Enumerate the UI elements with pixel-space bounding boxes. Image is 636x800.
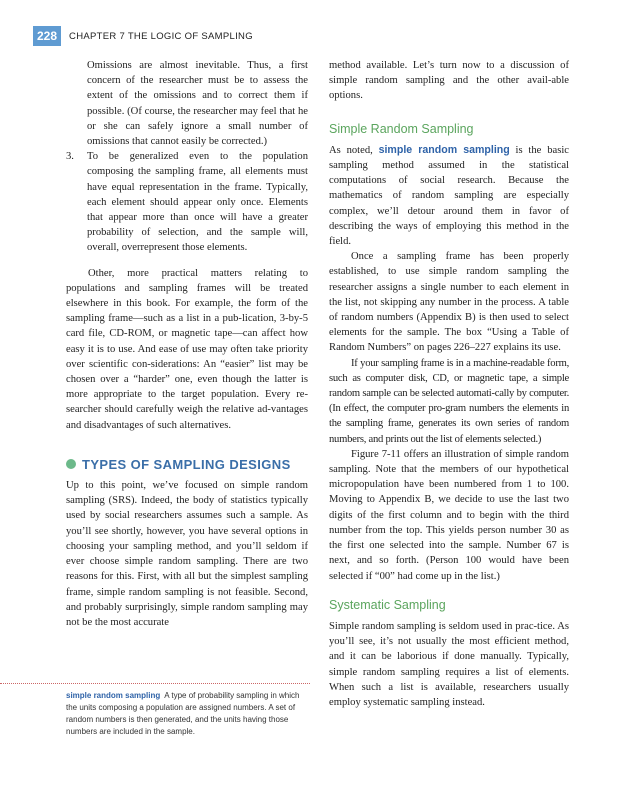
practical-matters-paragraph: Other, more practical matters relating to populations and sampling frames will be treated elsewhere in this book. For example, the form of the sampling frame—such as a list in a pub-lication, 3-by-5 card file, CD-ROM, or magnetic tape—can affect how easy it is to use. And ease of use may often take priority over scientific con-siderations: An “easier” list may be chosen over a “harder” one, even though the latter is more appropriate to the target population. Every re-searcher should carefully weigh the relative ad-vantages and disadvantages of such alternatives.: [66, 267, 308, 431]
glossary-definition: A type of probability sampling in which the units composing a population are assigned numbers. A set of random numbers is then generated, and the units having those numbers are included in the sample.: [66, 691, 300, 736]
list-number: 3.: [66, 151, 74, 163]
key-term: simple random sampling: [378, 143, 510, 156]
continued-paragraph: method available. Let’s turn now to a discussion of simple random sampling and the other avail-able options.: [329, 60, 569, 102]
glossary-term: simple random sampling: [66, 691, 161, 700]
section-heading-text: TYPES OF SAMPLING DESIGNS: [82, 456, 291, 472]
footnote-divider: [0, 683, 310, 684]
srs-paragraph-1: As noted, simple random sampling is the basic sampling method assumed in the statistical computations of social research. Because the mathematics of random sampling are especially complex, we’ll detour around them in favor of describing the ways of employing this method in the field.: [329, 143, 569, 248]
page-header: [33, 25, 253, 47]
page-number: 228: [33, 26, 61, 46]
srs-paragraph-2: Once a sampling frame has been properly established, to use simple random sampling the researcher assigns a single number to each element in the list, not skipping any number in the process. A table of random numbers (Appendix B) is then used to select elements for the sample. The box “Using a Table of Random Numbers” on pages 226–227 explains its use.: [329, 251, 569, 354]
section-heading: [66, 457, 308, 472]
subheading-systematic-sampling: Systematic Sampling: [329, 597, 446, 612]
omissions-paragraph: Omissions are almost inevitable. Thus, a first concern of the researcher must be to assess the extent of the omissions and to correct them if possible. (Of course, the researcher may feel that he or she can safely ignore a small number of omissions that cannot easily be corrected.): [87, 60, 308, 148]
srs-paragraph-3: If your sampling frame is in a machine-readable form, such as computer disk, CD, or magnetic tape, a simple random sample can be selected automati-cally by computer. (In effect, the computer pro-gram numbers the elements in the sampling frame, generates its own series of random numbers, and prints out the list of elements selected.): [329, 357, 569, 445]
list-item-3: [66, 149, 308, 255]
srs-paragraph-4: Figure 7-11 offers an illustration of simple random sampling. Note that the members of our hypothetical micropopulation have been numbered from 1 to 100. Moving to Appendix B, we decide to use the last two digits of the first column and to begin with the third number from the top. This yields person number 30 as the first one selected into the sample. Number 67 is next, and so forth. (Person 100 would have been selected if “00” had come up in the list.): [329, 448, 569, 582]
bullet-icon: [66, 459, 76, 469]
glossary-note: [66, 690, 306, 738]
right-column: [329, 58, 569, 710]
types-paragraph: Up to this point, we’ve focused on simple random sampling (SRS). Indeed, the body of statistics typically used by social researchers assumes such a sample. As you’ll see shortly, however, you have several options in choosing your sampling method, and you’ll seldom if ever choose simple random sampling. There are two reasons for this. First, with all but the simplest sampling frame, simple random sampling is not feasible. Second, and probably surprisingly, simple random sampling may not be the most accurate: [66, 480, 308, 628]
left-column: [66, 58, 308, 630]
running-head: CHAPTER 7 THE LOGIC OF SAMPLING: [69, 30, 253, 42]
systematic-paragraph: Simple random sampling is seldom used in prac-tice. As you’ll see, it’s not usually the most efficient method, and it can be laborious if done manually. Typically, simple random sampling requires a list of elements. When such a list is available, researchers usually employ systematic sampling instead.: [329, 620, 569, 708]
list-item-text: To be generalized even to the population composing the sampling frame, all elements must have equal representation in the frame. Typically, each element should appear only once. Elements that appear more than once will have a greater probability of selection, and the sample will, overall, overrepresent those elements.: [87, 151, 308, 254]
subheading-simple-random-sampling: Simple Random Sampling: [329, 121, 474, 136]
